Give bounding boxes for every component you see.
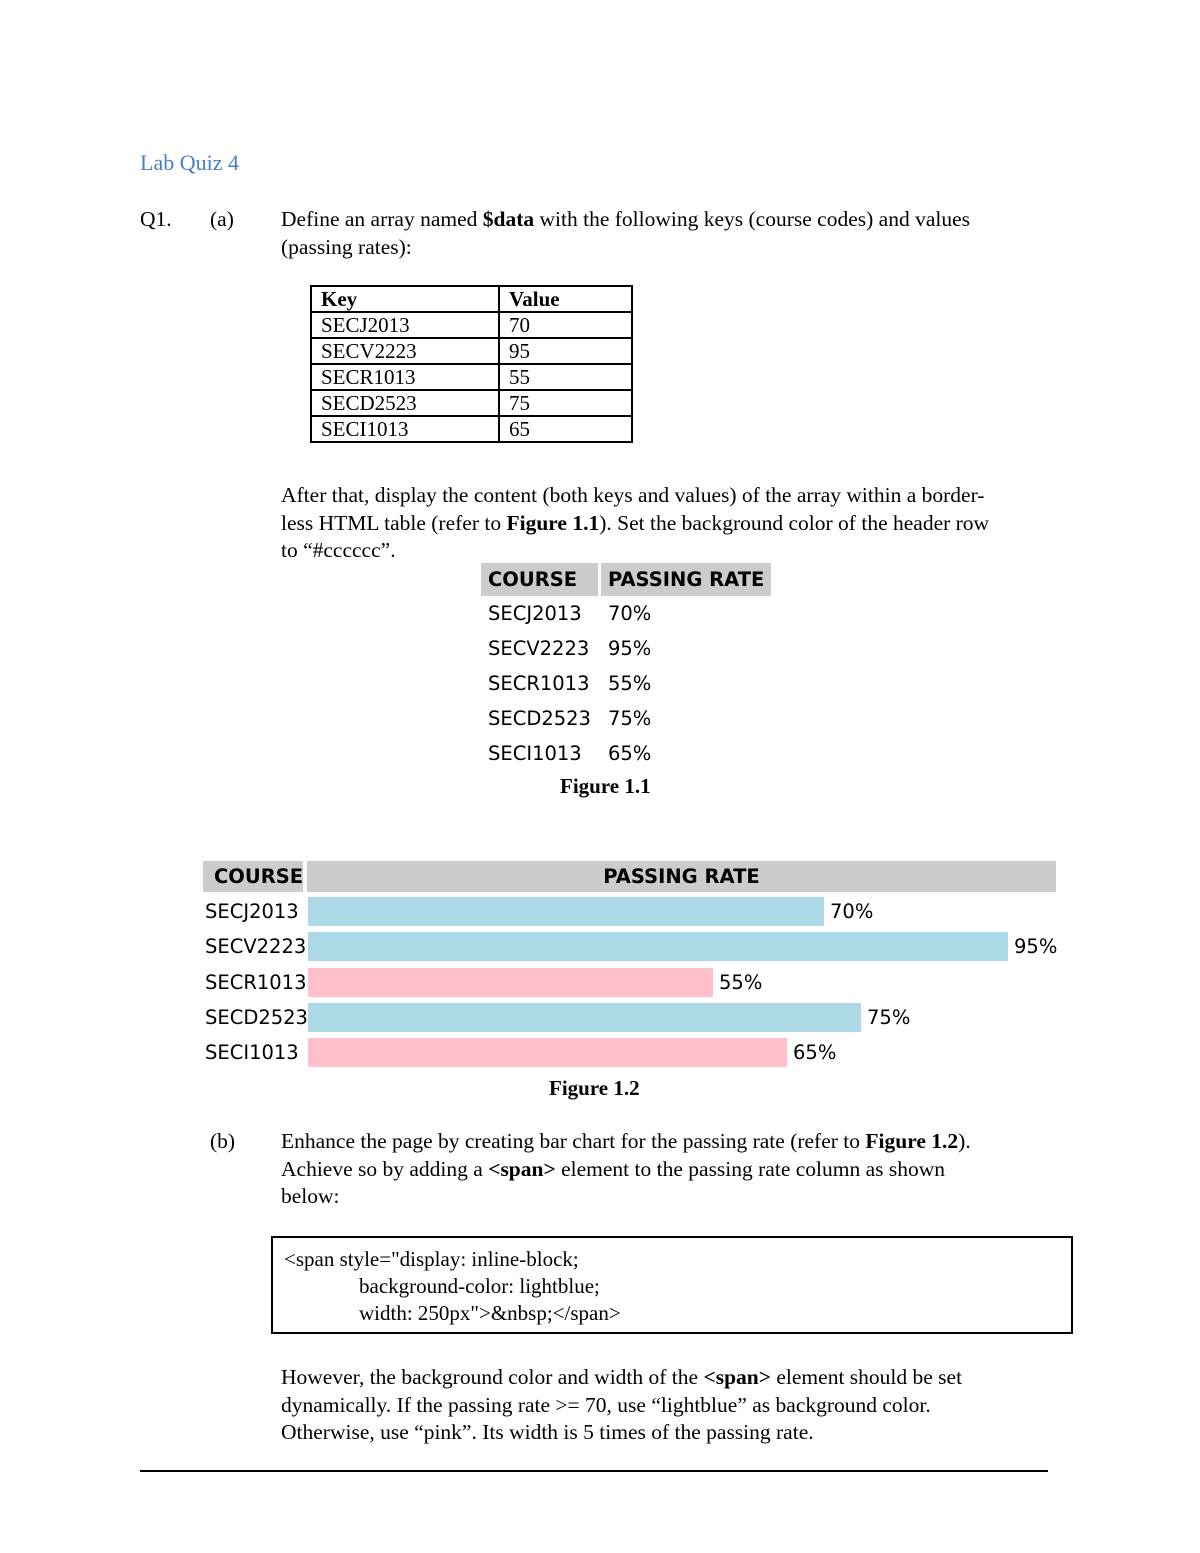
bar-value-secj2013: 70% xyxy=(830,900,874,923)
footer-divider xyxy=(140,1470,1048,1472)
bar-seci1013 xyxy=(308,1038,787,1067)
table-row: SECR1013 55 xyxy=(311,364,632,390)
f11-header-course: COURSE xyxy=(481,563,598,596)
table-row: SECI1013 65% xyxy=(488,742,652,765)
chart-header-course: COURSE xyxy=(203,861,303,892)
table-row: SECD2523 75% xyxy=(488,707,652,730)
bar-label-seci1013: SECI1013 xyxy=(205,1041,299,1064)
bar-secd2523 xyxy=(308,1003,861,1032)
part-b-intro: Enhance the page by creating bar chart for the passing rate (refer to Figure 1.2). Achieve so by adding a <span> element to the passing rate column as shown below: xyxy=(281,1129,971,1208)
f11-header-rate: PASSING RATE xyxy=(601,563,771,596)
code-line-3: width: 250px">&nbsp;</span> xyxy=(359,1301,621,1325)
code-line-1: <span style="display: inline-block; xyxy=(284,1247,579,1271)
table-row: SECR1013 55% xyxy=(488,672,652,695)
bar-secj2013 xyxy=(308,897,824,926)
bar-value-secr1013: 55% xyxy=(719,971,763,994)
kv-header-value: Value xyxy=(499,286,632,312)
table-row: SECV2223 95 xyxy=(311,338,632,364)
figure-1-1-caption: Figure 1.1 xyxy=(560,774,651,798)
page-title: Lab Quiz 4 xyxy=(140,150,239,175)
bar-label-secr1013: SECR1013 xyxy=(205,971,307,994)
part-a-intro: Define an array named $data with the following keys (course codes) and values (passing rates): xyxy=(281,207,970,259)
table-row: SECJ2013 70 xyxy=(311,312,632,338)
bar-label-secj2013: SECJ2013 xyxy=(205,900,299,923)
table-row: SECD2523 75 xyxy=(311,390,632,416)
key-value-table xyxy=(310,285,633,443)
question-label: Q1. xyxy=(140,207,172,231)
kv-header-key: Key xyxy=(311,286,499,312)
table-row: SECJ2013 70% xyxy=(488,602,652,625)
code-line-2: background-color: lightblue; xyxy=(359,1274,600,1298)
table-row: SECI1013 65 xyxy=(311,416,632,442)
bar-label-secv2223: SECV2223 xyxy=(205,935,307,958)
part-a-instructions: After that, display the content (both keys and values) of the array within a border- less HTML table (refer to Figure 1.1). Set the background color of the header row to “#cccccc”. xyxy=(281,483,990,562)
bar-secr1013 xyxy=(308,968,713,997)
part-b-explanation: However, the background color and width of the <span> element should be set dynamically. If the passing rate >= 70, use “lightblue” as background color. Otherwise, use “pink”. Its width is 5 times of the passing rate. xyxy=(281,1365,963,1444)
bar-value-secd2523: 75% xyxy=(867,1006,911,1029)
table-row: SECV2223 95% xyxy=(488,637,652,660)
code-snippet-box xyxy=(271,1236,1073,1334)
chart-header-rate: PASSING RATE xyxy=(307,861,1056,892)
part-b-label: (b) xyxy=(210,1129,236,1153)
bar-label-secd2523: SECD2523 xyxy=(205,1006,308,1029)
kv-header-row xyxy=(311,286,632,312)
bar-secv2223 xyxy=(308,932,1008,961)
bar-value-seci1013: 65% xyxy=(793,1041,837,1064)
part-a-label: (a) xyxy=(210,207,234,231)
figure-1-1-table xyxy=(478,563,774,771)
bar-value-secv2223: 95% xyxy=(1014,935,1058,958)
figure-1-2-caption: Figure 1.2 xyxy=(549,1076,640,1100)
f11-header-row xyxy=(481,563,771,596)
